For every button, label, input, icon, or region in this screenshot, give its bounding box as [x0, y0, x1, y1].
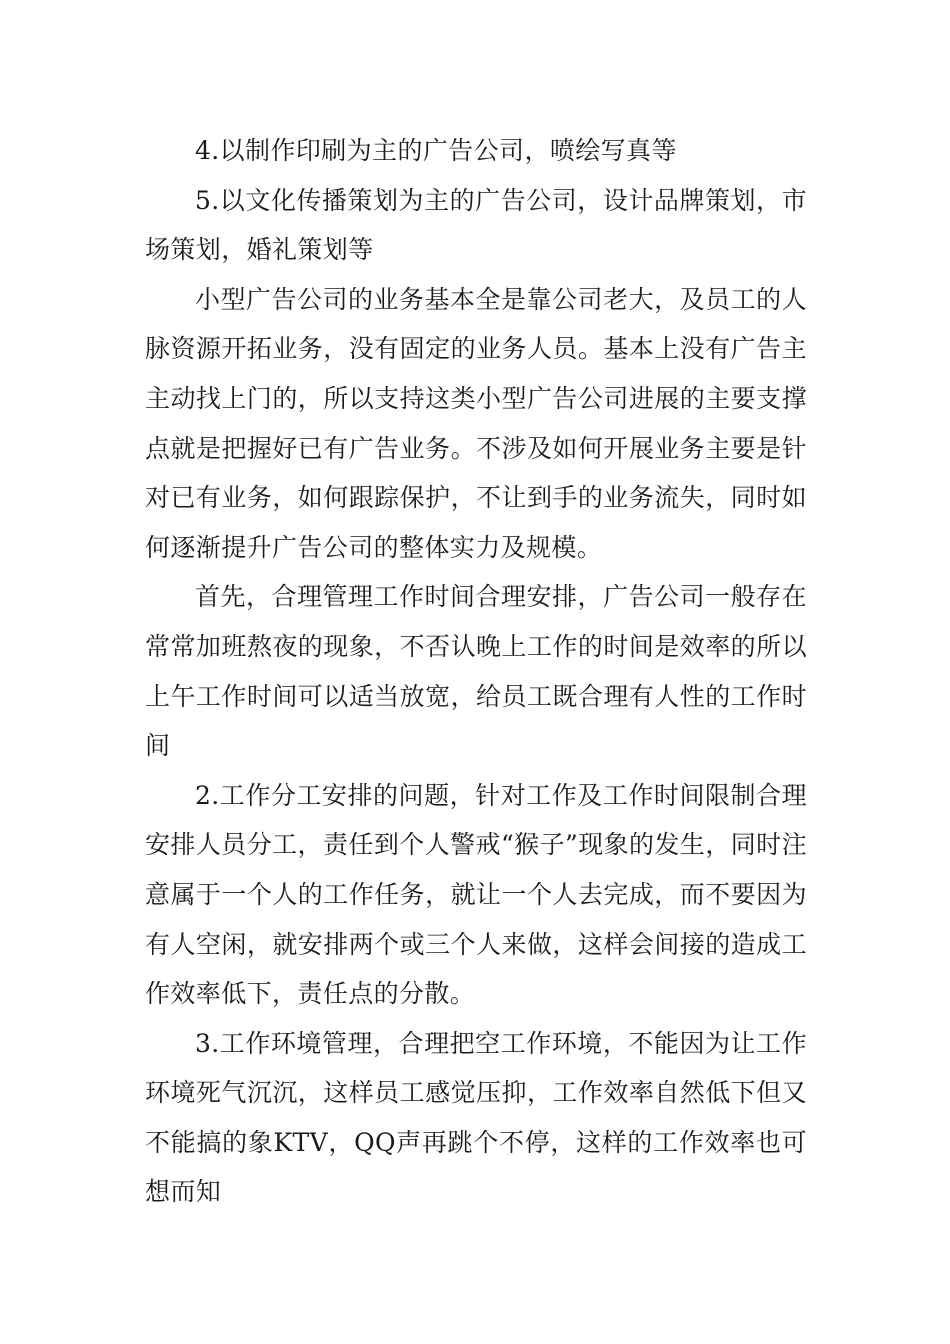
paragraph-item-5-culture: 5.以文化传播策划为主的广告公司，设计品牌策划，市场策划，婚礼策划等	[145, 185, 807, 265]
paragraph-small-agency: 小型广告公司的业务基本全是靠公司老大，及员工的人脉资源开拓业务，没有固定的业务人员。基本上没有广告主主动找上门的，所以支持这类小型广告公司进展的主要支撑点就是把握好已有广告业务。不涉及如何开展业务主要是针对已有业务，如何跟踪保护，不让到手的业务流失，同时如何逐渐提升广告公司的整体实力及规模。	[145, 284, 807, 562]
paragraph-2-division-of-labor: 2.工作分工安排的问题，针对工作及工作时间限制合理安排人员分工，责任到个人警戒“猴子”现象的发生，同时注意属于一个人的工作任务，就让一个人去完成，而不要因为有人空闲，就安排两个或三个人来做，这样会间接的造成工作效率低下，责任点的分散。	[145, 780, 807, 1009]
paragraph-first-work-time: 首先，合理管理工作时间合理安排，广告公司一般存在常常加班熬夜的现象，不否认晚上工作的时间是效率的所以上午工作时间可以适当放宽，给员工既合理有人性的工作时间	[145, 582, 807, 761]
paragraph-3-work-environment: 3.工作环境管理，合理把空工作环境，不能因为让工作环境死气沉沉，这样员工感觉压抑，工作效率自然低下但又不能搞的象KTV，QQ声再跳个不停，这样的工作效率也可想而知	[145, 1028, 807, 1207]
document-body	[145, 126, 807, 1217]
paragraph-item-4-printing: 4.以制作印刷为主的广告公司，喷绘写真等	[195, 136, 677, 165]
